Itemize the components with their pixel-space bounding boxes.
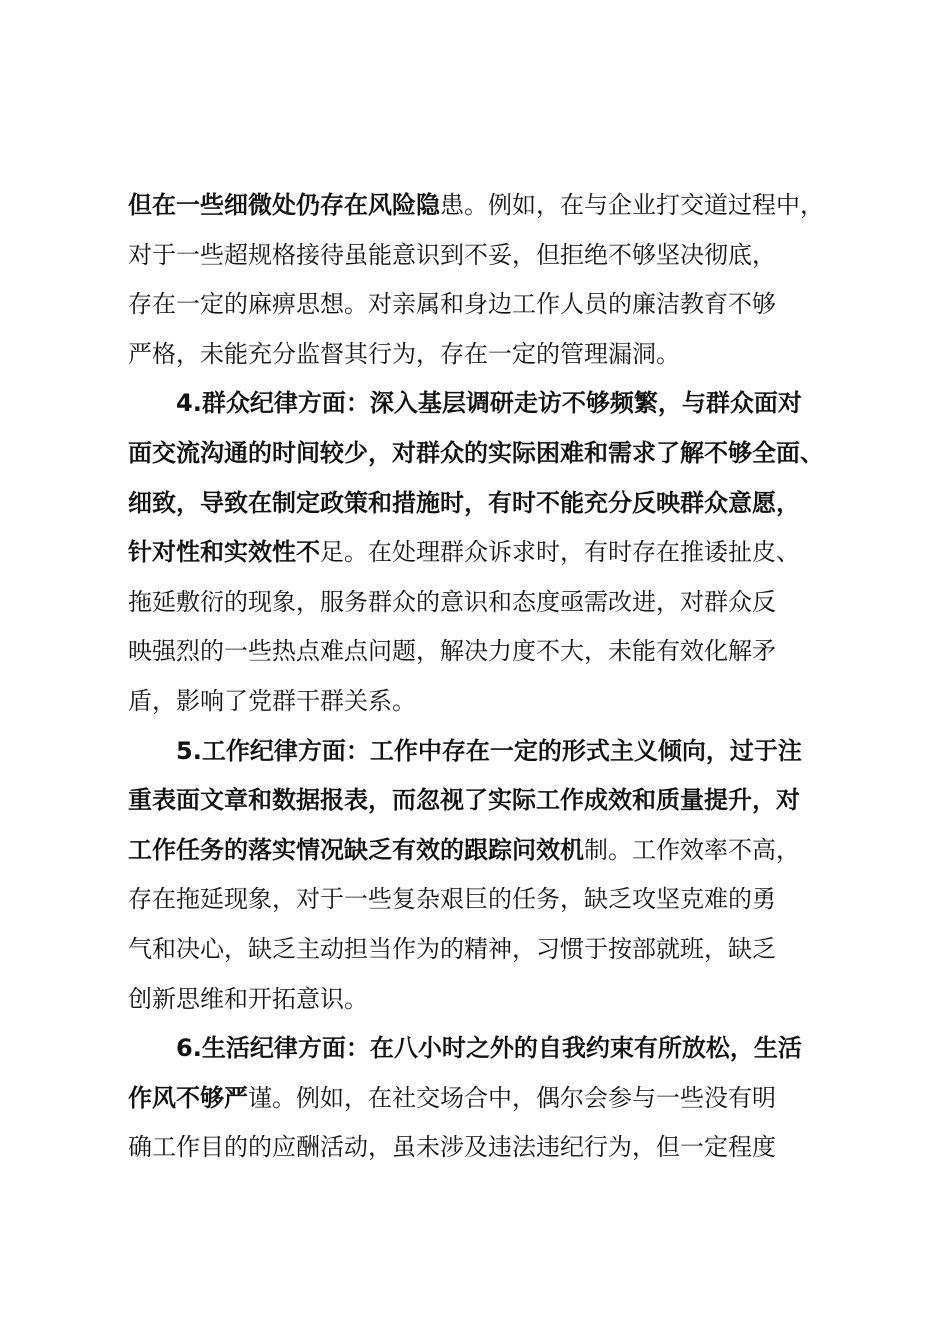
text-line-13 [128, 776, 843, 826]
text-line-16 [128, 925, 843, 975]
text-line-19 [128, 1074, 843, 1124]
bold-text: 针对性和实效性不 [128, 538, 320, 567]
body-text: 谨。例如，在社交场合中，偶尔会参与一些没有明 [248, 1083, 776, 1112]
body-text: 严格，未能充分监督其行为，存在一定的管理漏洞。 [128, 339, 680, 368]
text-line-14 [128, 826, 843, 876]
body-text: 创新思维和开拓意识。 [128, 984, 368, 1013]
text-line-11 [128, 677, 843, 727]
body-text: 对于一些超规格接待虽能意识到不妥，但拒绝不够坚决彻底， [128, 240, 776, 269]
bold-text: 面交流沟通的时间较少，对群众的实际困难和需求了解不够全面、 [128, 438, 824, 467]
text-line-10 [128, 627, 843, 677]
text-line-15 [128, 875, 843, 925]
text-line-3 [128, 280, 843, 330]
bold-text: 5.工作纪律方面：工作中存在一定的形式主义倾向，过于注 [176, 736, 802, 765]
text-line-7 [128, 479, 843, 529]
bold-text: 重表面文章和数据报表，而忽视了实际工作成效和质量提升，对 [128, 786, 800, 815]
text-line-9 [128, 578, 843, 628]
bold-text: 6.生活纪律方面：在八小时之外的自我约束有所放松，生活 [176, 1034, 802, 1063]
body-text: 足。在处理群众诉求时，有时存在推诿扯皮、 [320, 538, 800, 567]
section-heading-4 [128, 379, 843, 429]
text-line-8 [128, 528, 843, 578]
body-text: 盾，影响了党群干群关系。 [128, 686, 416, 715]
body-text: 存在拖延现象，对于一些复杂艰巨的任务，缺乏攻坚克难的勇 [128, 885, 776, 914]
text-line-20 [128, 1123, 843, 1173]
body-text: 制。工作效率不高， [584, 835, 800, 864]
text-line-1 [128, 181, 843, 231]
bold-text: 细致，导致在制定政策和措施时，有时不能充分反映群众意愿， [128, 488, 800, 517]
section-heading-5 [128, 727, 843, 777]
document-body [128, 181, 843, 1173]
bold-text: 4.群众纪律方面：深入基层调研走访不够频繁，与群众面对 [176, 389, 802, 418]
body-text: 患。例如，在与企业打交道过程中， [440, 191, 824, 219]
body-text: 确工作目的的应酬活动，虽未涉及违法违纪行为，但一定程度 [128, 1133, 776, 1162]
body-text: 拖延敷衍的现象，服务群众的意识和态度亟需改进，对群众反 [128, 587, 776, 616]
bold-text: 作风不够严 [128, 1083, 248, 1112]
text-line-4 [128, 330, 843, 380]
bold-text: 但在一些细微处仍存在风险隐 [128, 191, 440, 219]
text-line-2 [128, 231, 843, 281]
bold-text: 工作任务的落实情况缺乏有效的跟踪问效机 [128, 835, 584, 864]
body-text: 存在一定的麻痹思想。对亲属和身边工作人员的廉洁教育不够 [128, 290, 776, 319]
body-text: 气和决心，缺乏主动担当作为的精神，习惯于按部就班，缺乏 [128, 934, 776, 963]
text-line-6 [128, 429, 843, 479]
section-heading-6 [128, 1024, 843, 1074]
body-text: 映强烈的一些热点难点问题，解决力度不大，未能有效化解矛 [128, 637, 776, 666]
text-line-17 [128, 975, 843, 1025]
